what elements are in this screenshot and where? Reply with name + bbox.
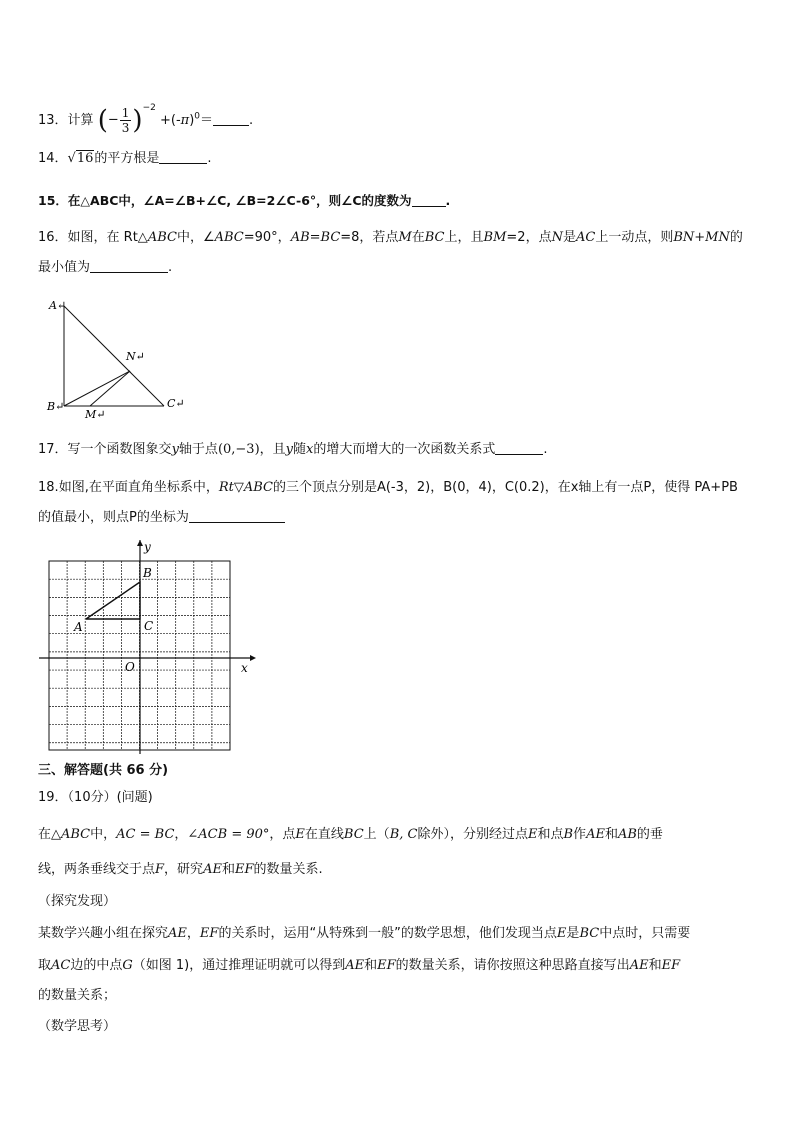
section-title: 三、解答题(共 66 分) [38, 763, 169, 778]
answer-blank[interactable] [412, 192, 446, 207]
question-16-line2: 最小值为 . [38, 260, 173, 275]
label-a: A [74, 620, 83, 634]
question-19-p1: 在△ABC中，AC = BC，∠ACB = 90°，点E在直线BC上（B, C除外），分别经过点E和点B作AE和AB的垂 [38, 827, 663, 842]
question-19-p2: 线，两条垂线交于点F，研究AE和EF的数量关系. [38, 862, 323, 877]
answer-blank[interactable] [189, 508, 285, 523]
triangle-abc [86, 582, 140, 619]
question-16: 16．如图，在 Rt△ABC中，∠ABC=90°，AB=BC=8，若点M在BC上，且BM=2，点N是AC上一动点，则BN+MN的 [38, 230, 743, 245]
answer-blank[interactable] [90, 258, 168, 273]
question-18-line2: 的值最小，则点P的坐标为 [38, 508, 285, 528]
question-18: 18.如图,在平面直角坐标系中，Rt▽ABC的三个顶点分别是A(-3，2)，B(0，4)，C(0.2)，在x轴上有一点P，使得 PA+PB [38, 480, 738, 495]
label-c: C [144, 619, 154, 633]
question-19-p4: 取AC边的中点G（如图 1)，通过推理证明就可以得到AE和EF的数量关系，请你按照这种思路直接写出AE和EF [38, 958, 681, 973]
triangle-figure [44, 294, 194, 422]
label-y: y [144, 540, 151, 554]
question-19-head: 19．（10分）(问题) [38, 790, 153, 805]
sqrt-sign: √16 [67, 151, 94, 166]
question-19-sub1: （探究发现） [38, 894, 117, 909]
question-19-p5: 的数量关系； [38, 988, 117, 1003]
question-19-sub2: （数学思考） [38, 1019, 117, 1034]
question-14: 14．√16的平方根是 . [38, 149, 212, 169]
x-axis-arrow [250, 655, 256, 661]
label-x: x [241, 661, 248, 675]
label-o: O [125, 660, 135, 674]
answer-blank[interactable] [495, 440, 543, 455]
label-m: M↵ [85, 408, 106, 421]
label-n: N↵ [126, 350, 145, 363]
label-b: B↵ [47, 400, 65, 413]
segment-ac [64, 306, 164, 406]
answer-blank[interactable] [159, 149, 207, 164]
label-b: B [143, 566, 152, 580]
question-13: 13．计算 (− $\frac{1}{3}$ )$^{-2} +(-\pi)^0=$ . [38, 103, 254, 136]
segment-bn [64, 371, 130, 406]
answer-blank[interactable] [213, 111, 249, 126]
question-17: 17．写一个函数图象交y轴于点(0,−3)，且y随x的增大而增大的一次函数关系式 . [38, 442, 548, 457]
label-c: C↵ [167, 397, 185, 410]
y-axis-arrow [137, 540, 143, 546]
question-19-p3: 某数学兴趣小组在探究AE，EF的关系时，运用“从特殊到一般”的数学思想，他们发现当点E是BC中点时，只需要 [38, 926, 691, 941]
coordinate-grid-figure [36, 538, 256, 754]
fraction-one-third: $\frac{1}{3}$ [121, 106, 130, 135]
label-a: A↵ [49, 299, 67, 312]
question-15: 15．在△ABC中，∠A=∠B+∠C, ∠B=2∠C-6°，则∠C的度数为 . [38, 193, 451, 208]
